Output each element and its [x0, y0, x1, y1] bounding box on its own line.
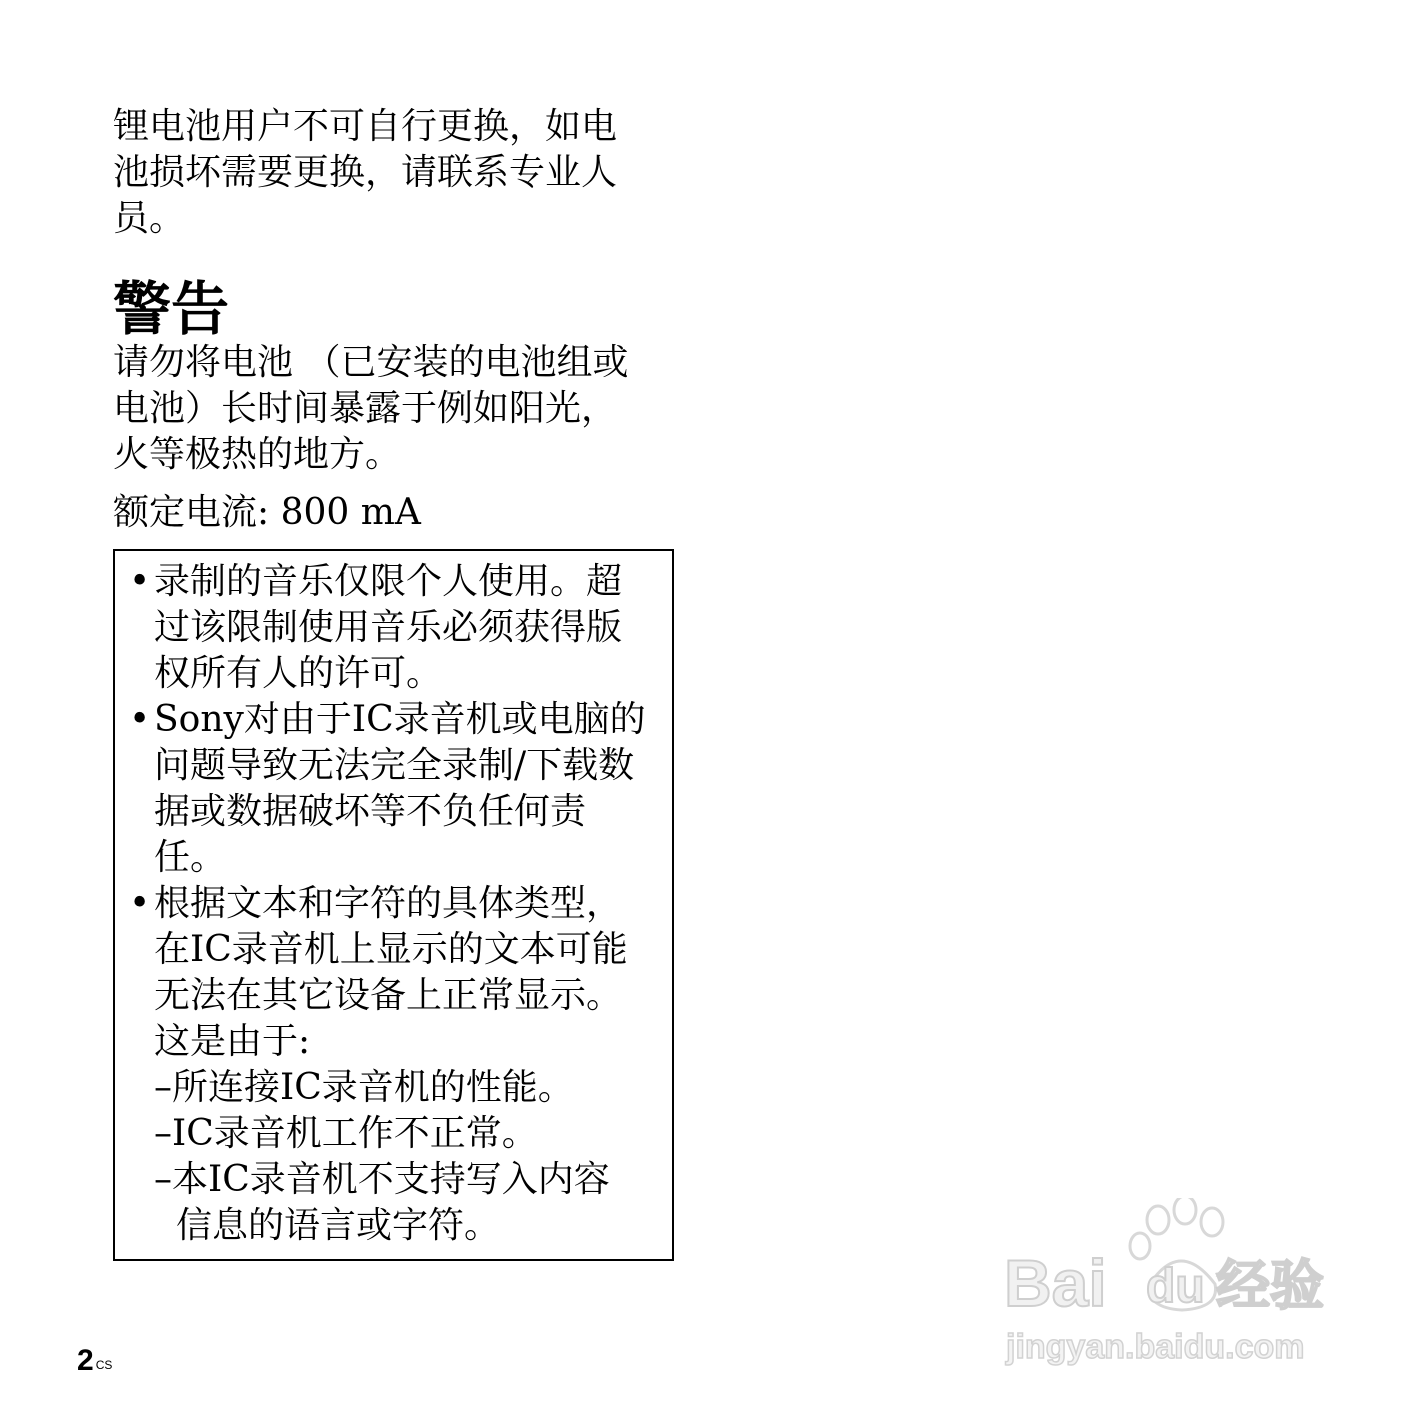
- notice-line: 问题导致无法完全录制/下载数: [154, 745, 635, 786]
- notice-box: [113, 549, 674, 1261]
- watermark-brand-jingyan: 经验: [1216, 1254, 1324, 1317]
- watermark-brand-du: du: [1146, 1260, 1205, 1313]
- bullet-point: •: [129, 699, 151, 740]
- notice-line: 过该限制使用音乐必须获得版: [154, 607, 623, 648]
- battery-note-line: 池损坏需要更换，请联系专业人: [113, 152, 618, 193]
- notice-line: 任。: [154, 837, 227, 878]
- notice-line: 这是由于:: [154, 1021, 311, 1062]
- watermark-brand-bai: Bai: [1004, 1246, 1107, 1320]
- notice-sub-item: –IC录音机工作不正常。: [154, 1113, 538, 1154]
- warning-body: [113, 340, 628, 478]
- warning-line: 电池）长时间暴露于例如阳光，: [113, 388, 618, 429]
- notice-line: 录制的音乐仅限个人使用。超: [154, 561, 623, 602]
- bullet-point: •: [129, 883, 151, 924]
- warning-heading: 警告: [113, 275, 230, 343]
- notice-line: 权所有人的许可。: [154, 653, 443, 694]
- page-number: [77, 1344, 112, 1378]
- page-language-suffix: CS: [95, 1358, 113, 1372]
- notice-line: Sony对由于IC录音机或电脑的: [154, 699, 646, 740]
- baidu-jingyan-watermark: [1000, 1198, 1336, 1368]
- rated-current: 额定电流: 800 mA: [113, 492, 421, 533]
- page-number-digit: 2: [77, 1344, 94, 1377]
- notice-line: 根据文本和字符的具体类型，: [154, 883, 623, 924]
- bullet-point: •: [129, 561, 151, 602]
- notice-item-liability: [154, 697, 646, 881]
- notice-item-music-copyright: [154, 559, 622, 697]
- watermark-url: jingyan.baidu.com: [1006, 1328, 1305, 1366]
- warning-line: 火等极热的地方。: [113, 434, 402, 475]
- notice-sub-item-continuation: 信息的语言或字符。: [176, 1205, 501, 1246]
- notice-item-text-display: [154, 881, 628, 1249]
- battery-note-line: 锂电池用户不可自行更换，如电: [113, 106, 618, 147]
- notice-sub-item: –本IC录音机不支持写入内容: [154, 1159, 610, 1200]
- notice-line: 无法在其它设备上正常显示。: [154, 975, 623, 1016]
- notice-line: 在IC录音机上显示的文本可能: [154, 929, 628, 970]
- battery-note-line: 员。: [113, 198, 186, 239]
- battery-note: [113, 104, 617, 242]
- warning-line: 请勿将电池 （已安装的电池组或: [113, 342, 629, 383]
- notice-line: 据或数据破坏等不负任何责: [154, 791, 587, 832]
- notice-sub-item: –所连接IC录音机的性能。: [154, 1067, 574, 1108]
